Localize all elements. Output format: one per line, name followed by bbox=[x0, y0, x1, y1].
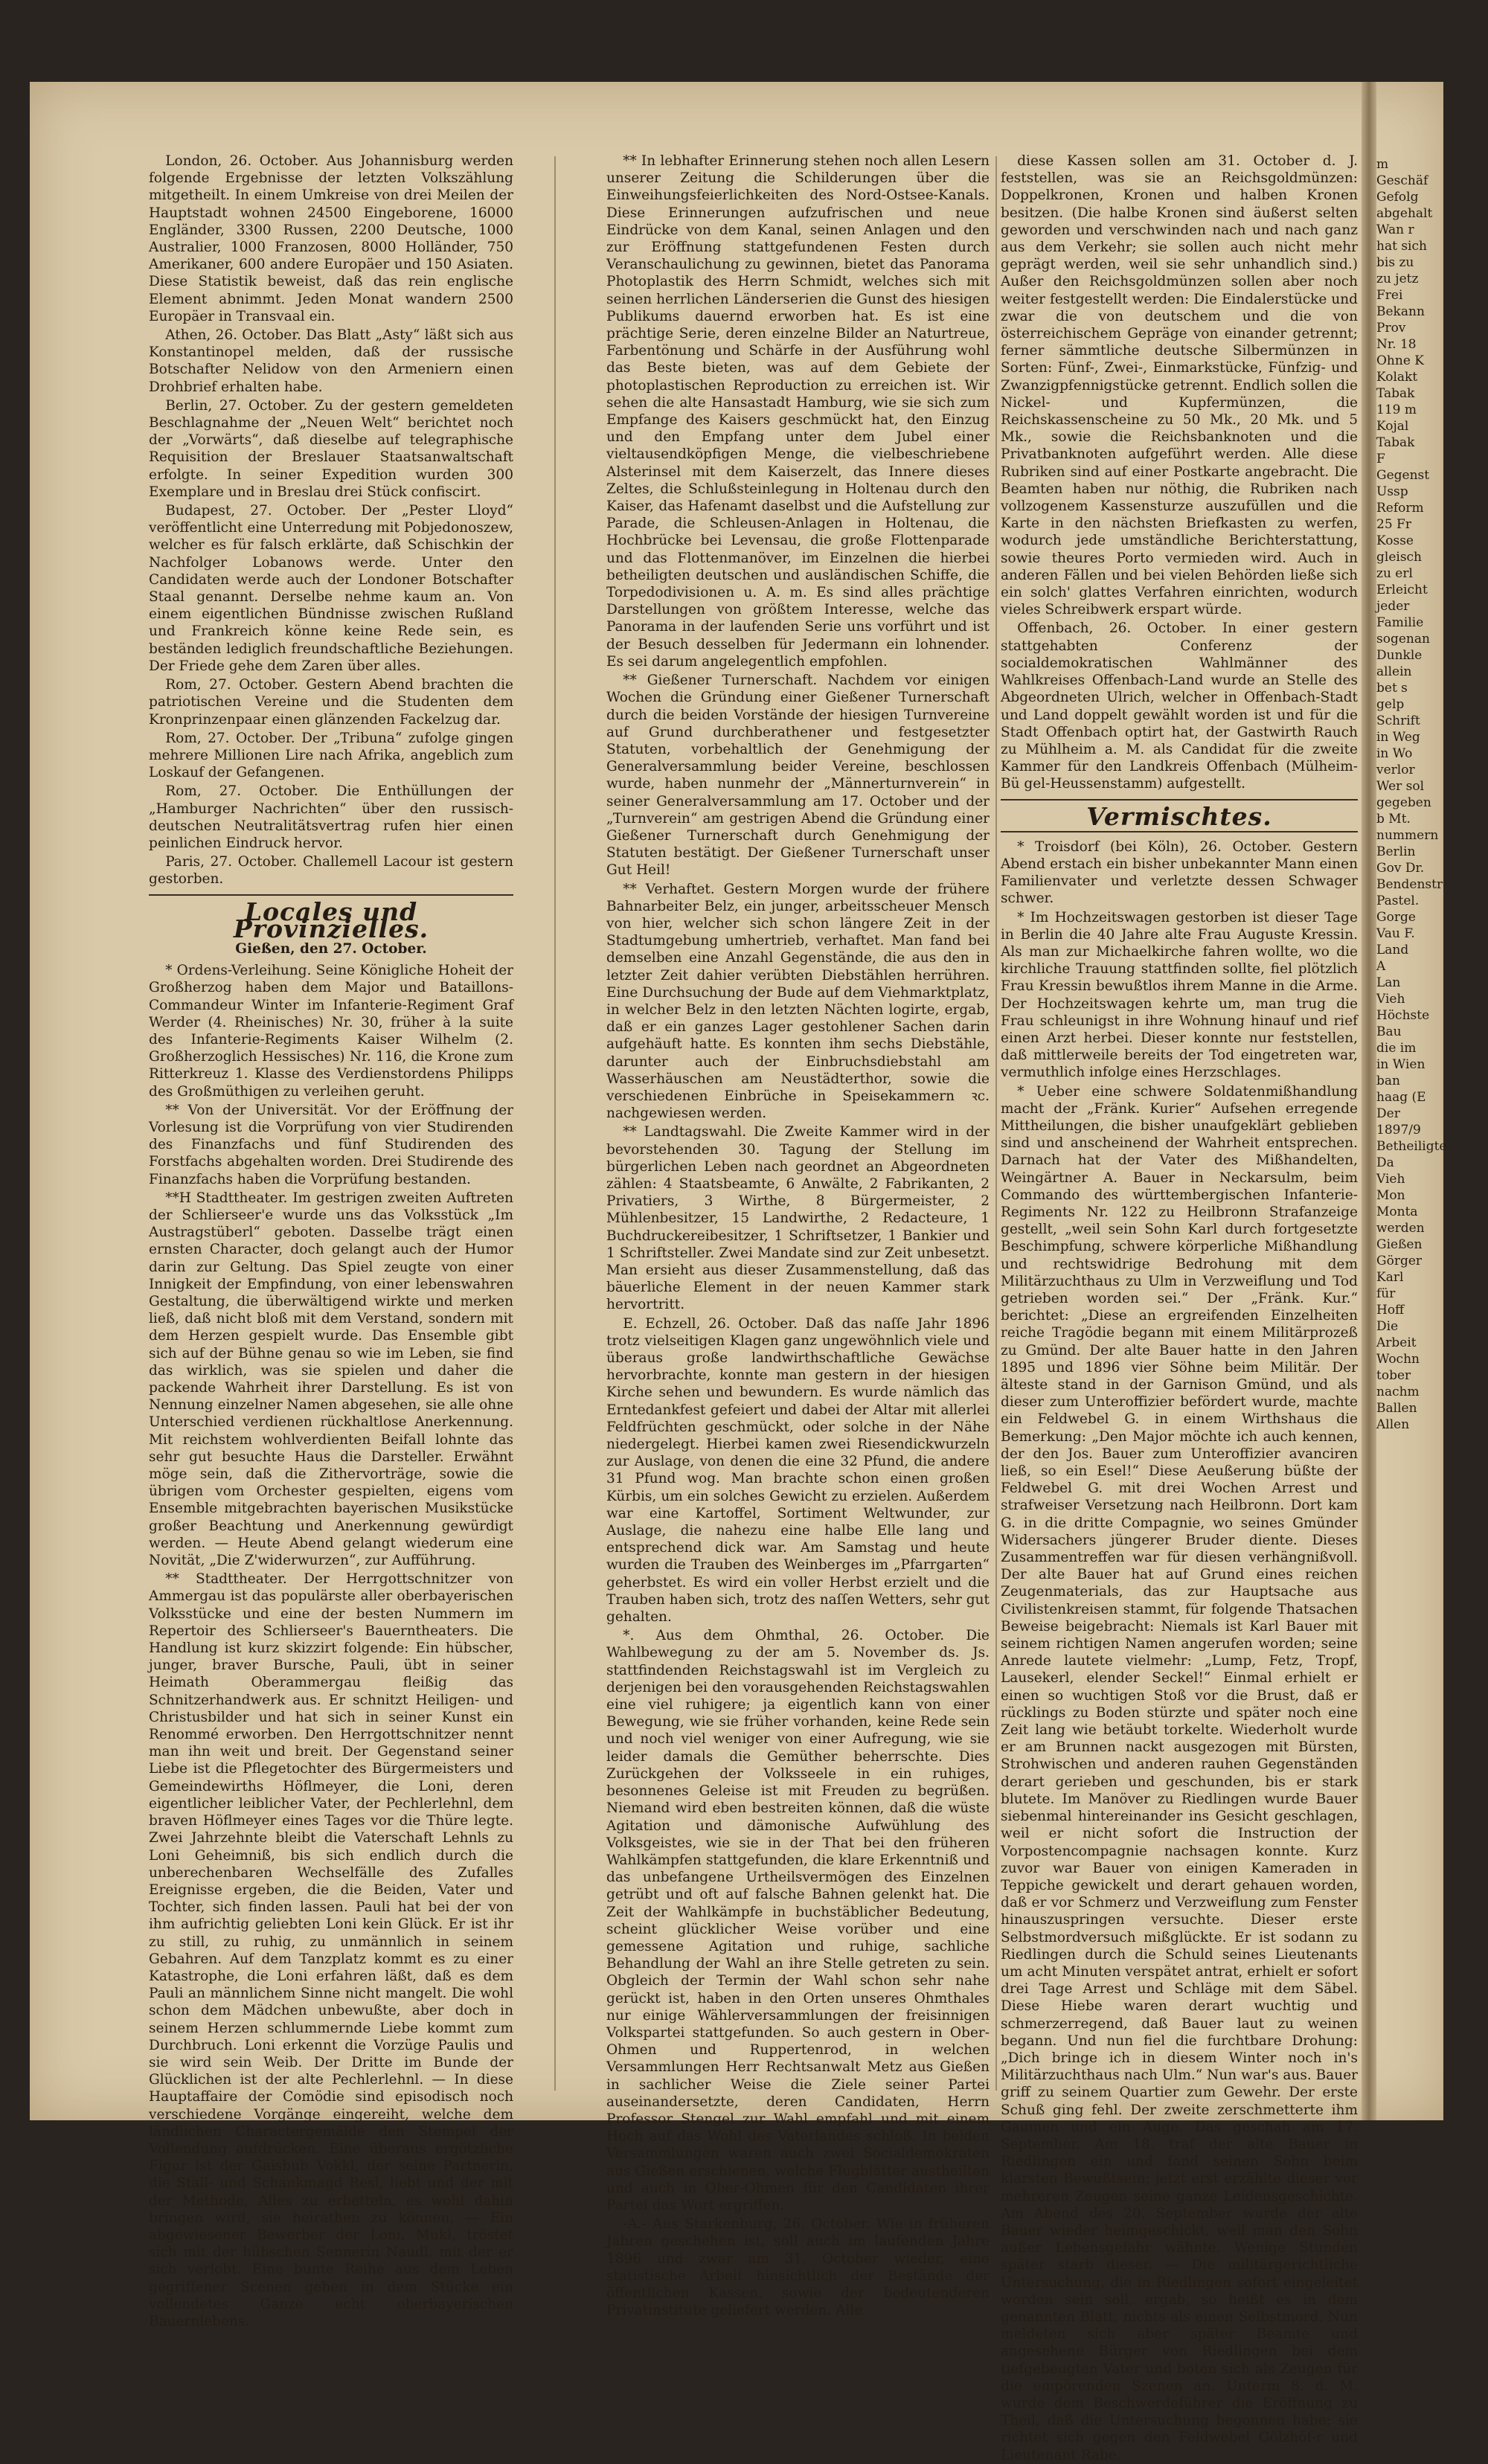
news-item: Rom, 27. October. Die Enthüllungen der „Hamburger Nachrichten“ über den russisch-deutschen Neutralitätsvertrag rufen hier einen peinlichen Eindruck hervor. bbox=[149, 783, 513, 851]
section-rule bbox=[1001, 831, 1358, 832]
fragment-line: jeder bbox=[1376, 599, 1410, 614]
news-item: Offenbach, 26. October. In einer gestern stattgehabten Conferenz der socialdemokratischen Wahlmänner des Wahlkreises Offenbach-Land wurde an Stelle des Abgeordneten Ulrich, welcher in Offenbach-Stadt und Land doppelt gewählt worden ist und für die Stadt Offenbach optirt hat, der Gastwirth Rauch zu Mühlheim a. M. als Candidat für die zweite Kammer für den Landkreis Offenbach (Mülheim-Bü gel-Heussenstamm) aufgestellt. bbox=[1001, 620, 1358, 792]
fragment-line: Kojal bbox=[1376, 419, 1409, 434]
fragment-line: Höchste bbox=[1376, 1008, 1430, 1023]
fragment-line: Vau F. bbox=[1376, 926, 1415, 941]
fragment-line: tober bbox=[1376, 1368, 1411, 1383]
fragment-line: Bekann bbox=[1376, 304, 1425, 319]
fragment-line: Ussp bbox=[1376, 484, 1408, 499]
fragment-line: gleisch bbox=[1376, 550, 1423, 565]
local-news-item: **H Stadttheater. Im gestrigen zweiten Auftreten der Schlierseer'e wurde uns das Volksstück „Im Austragstüberl“ geboten. Dasselbe trägt einen ernsten Character, doch gelangt auch der Humor darin zur Geltung. Das Spiel zeugte von einer Innigkeit der Empfindung, von einer lebenswahren Gestaltung, die überwältigend wirkte und merken ließ, daß nicht bloß mit dem Verstand, sondern mit dem Herzen gespielt wurde. Das Ensemble gibt sich auf der Bühne genau so wie im Leben, sie find das wirklich, was sie spielen und daher die packende Wahrheit ihrer Darstellung. Es ist von Nennung einzelner Namen abgesehen, sie alle ohne Unterschied verdienen rückhaltlose Anerkennung. Mit reichstem wohlverdienten Beifall lohnte das sehr gut besuchte Haus die Darsteller. Erwähnt möge sein, daß die Zithervorträge, sowie die übrigen vom Orchester gespielten, eigens vom Ensemble mitgebrachten bayerischen Musikstücke großer Beachtung und Anerkennung gewürdigt werden. — Heute Abend gelangt wiederum eine Novität, „Die Z'widerwurzen“, zur Aufführung. bbox=[149, 1190, 513, 1569]
fragment-line: für bbox=[1376, 1286, 1396, 1301]
fragment-line: Land bbox=[1376, 943, 1409, 957]
fragment-line: Frei bbox=[1376, 288, 1403, 303]
fragment-line: Karl bbox=[1376, 1270, 1404, 1285]
news-item: *. Aus dem Ohmthal, 26. October. Die Wahlbewegung zu der am 5. November ds. Js. stattfindenden Reichstagswahl ist im Vergleich zu derjenigen bei den vorausgehenden Reichstagswahlen eine viel ruhigere; ja eigentlich kann von einer Bewegung, wie sie früher vorhanden, keine Rede sein und noch viel weniger von einer Aufregung, wie sie leider damals die Gemüther beherrschte. Dies Zurückgehen der Volksseele in ein ruhiges, besonnenes Geleise ist mit Freuden zu begrüßen. Niemand wird eben bestreiten können, daß die wüste Agitation und dämonische Aufwühlung des Volksgeistes, wie sie in der That bei den früheren Wahlkämpfen stattgefunden, die klare Erkenntniß und das unbefangene Urtheilsvermögen des Einzelnen getrübt und oft auf falsche Bahnen gelenkt hat. Die Zeit der Wahlkämpfe in buchstäblicher Bedeutung, scheint glücklicher Weise vorüber und eine gemessene Agitation und ruhige, sachliche Behandlung der Wahl an ihre Stelle getreten zu sein. Obgleich der Termin der Wahl schon sehr nahe gerückt ist, haben in den Orten unseres Ohmthales nur einige Wählerversammlungen der freisinnigen Volkspartei stattgefunden. So auch gestern in Ober-Ohmen und Ruppertenrod, in welchen Versammlungen Herr Rechtsanwalt Metz aus Gießen in sachlicher Weise die Ziele seiner Partei auseinandersetzte, deren Candidaten, Herrn Professor Stengel zur Wahl empfahl und mit einem Hoch auf das Wohl des Vaterlandes schloß. In beiden Versammlungen waren auch zwei Socialdemokraten aus Gießen erschienen, welche Flugblätter austheilten und auch in Ober-Ohmen für den Candidaten ihrer Partei das Wort ergriffen. bbox=[606, 1628, 990, 2213]
fragment-line: allein bbox=[1376, 664, 1412, 679]
section-dateline: Gießen, den 27. October. bbox=[235, 940, 427, 957]
fragment-line: Monta bbox=[1376, 1204, 1418, 1219]
column-rule-2 bbox=[995, 156, 997, 2091]
fragment-line: m bbox=[1376, 157, 1389, 172]
section-rule bbox=[1001, 799, 1358, 801]
fragment-line: zu erl bbox=[1376, 566, 1413, 581]
fragment-line: Wan r bbox=[1376, 222, 1414, 237]
column-2 bbox=[606, 153, 990, 2319]
fragment-line: b Mt. bbox=[1376, 812, 1411, 827]
local-news-item: ** Von der Universität. Vor der Eröffnung der Vorlesung ist die Vorprüfung von vier Studirenden des Finanzfachs und fünf Studirenden des Forstfachs abgehalten worden. Drei Studirende des Finanzfachs haben die Vorprüfung bestanden. bbox=[149, 1102, 513, 1187]
fragment-line: Vieh bbox=[1376, 1172, 1405, 1187]
news-item: ** Gießener Turnerschaft. Nachdem vor einigen Wochen die Gründung einer Gießener Turnerschaft durch die beiden Vorstände der hiesigen Turnvereine auf Grund durchberathener und festgesetzter Statuten, vorbehaltlich der Genehmigung der Generalversammlung beider Vereine, beschlossen wurde, haben nunmehr der „Männerturnverein“ in seiner Generalversammlung am 17. October und der „Turnverein“ am gestrigen Abend die Gründung einer Gießener Turnerschaft durch Genehmigung der Statuten bestätigt. Der Gießener Turnerschaft unser Gut Heil! bbox=[606, 673, 990, 879]
fragment-line: Geschäf bbox=[1376, 173, 1428, 188]
fragment-line: Ohne K bbox=[1376, 353, 1424, 368]
news-item: London, 26. October. Aus Johannisburg werden folgende Ergebnisse der letzten Volkszählung mitgetheilt. In einem Umkreise von drei Meilen der Hauptstadt wohnen 24500 Eingeborene, 16000 Engländer, 3300 Russen, 2200 Deutsche, 1000 Australier, 1000 Franzosen, 8000 Holländer, 750 Amerikaner, 600 andere Europäer und 150 Asiaten. Diese Statistik beweist, daß das rein englische Element abnimmt. Jeden Monat wandern 2500 Europäer in Transvaal ein. bbox=[149, 153, 513, 324]
fragment-line: werden bbox=[1376, 1221, 1425, 1236]
fragment-line: Berlin bbox=[1376, 844, 1416, 859]
fragment-line: Nr. 18 bbox=[1376, 337, 1417, 352]
fragment-line: Gov Dr. bbox=[1376, 861, 1425, 876]
fragment-line: Tabak bbox=[1376, 386, 1415, 401]
fragment-line: Gefolg bbox=[1376, 190, 1419, 205]
fragment-line: verlor bbox=[1376, 763, 1415, 777]
fragment-line: Betheiligte bbox=[1376, 1139, 1447, 1154]
fragment-line: bis zu bbox=[1376, 255, 1414, 270]
fragment-line: bet s bbox=[1376, 681, 1408, 696]
fragment-line: abgehalt bbox=[1376, 206, 1433, 221]
fragment-line: Tabak bbox=[1376, 435, 1415, 450]
news-item: diese Kassen sollen am 31. October d. J. feststellen, was sie an Reichsgoldmünzen: Doppelkronen, Kronen und halben Kronen besitzen. (Die halbe Kronen sind äußerst selten geworden und verschwinden nach und nach ganz aus dem Verkehr; sie sollen auch nicht mehr geprägt werden, weil sie sehr unhandlich sind.) Außer den Reichsgoldmünzen sollen aber noch weiter festgestellt werden: Die Eindalerstücke und zwar die von deutschem und die von österreichischem Gepräge von einander getrennt; ferner sämmtliche deutsche Silbermünzen in Sorten: Fünf-, Zwei-, Einmarkstücke, Fünfzig- und Zwanzigpfennigstücke getrennt. Endlich sollen die Nickel- und Kupfermünzen, die Reichskassenscheine zu 50 Mk., 20 Mk. und 5 Mk., sowie die Reichsbanknoten und die Privatbanknoten aufgeführt werden. Alle diese Rubriken sind auf einer Postkarte angebracht. Die Beamten haben nur nöthig, die Rubriken nach vollzogenem Kassensturze auszufüllen und die Karte in den nächsten Briefkasten zu werfen, wodurch jede umständliche Berichterstattung, sowie theures Porto vermieden wird. Auch in anderen Fällen und bei vielen Behörden ließe sich ein solch' glattes Verfahren einrichten, wodurch vieles Schreibwerk erspart würde. bbox=[1001, 153, 1358, 618]
local-news-item: * Ordens-Verleihung. Seine Königliche Hoheit der Großherzog haben dem Major und Bataillons-Commandeur Winter im Infanterie-Regiment Graf Werder (4. Rheinisches) Nr. 30, früher à la suite des Infanterie-Regiments Kaiser Wilhelm (2. Großherzoglich Hessisches) Nr. 116, die Krone zum Ritterkreuz 1. Klasse des Verdienstordens Philipps des Großmüthigen zu verleihen geruht. bbox=[149, 963, 513, 1100]
fragment-line: 25 Fr bbox=[1376, 517, 1411, 532]
section-heading: Vermischtes. bbox=[1086, 801, 1272, 831]
fragment-line: in Wo bbox=[1376, 746, 1413, 761]
neighbor-page-fragment bbox=[1376, 156, 1447, 2105]
fragment-line: Görger bbox=[1376, 1254, 1423, 1268]
fragment-line: Dunkle bbox=[1376, 648, 1423, 663]
news-item: E. Echzell, 26. October. Daß das naſſe Jahr 1896 trotz vielseitigen Klagen ganz ungewöhnlich viele und überaus große landwirthschaftliche Gewächse hervorbrachte, konnte man gestern in der hiesigen Kirche sehen und bewundern. Es wurde nämlich das Erntedankfest gefeiert und dabei der Altar mit allerlei Feldfrüchten geschmückt, oder solche in der Nähe niedergelegt. Hierbei kamen zwei Riesendickwurzeln zur Auslage, von denen die eine 32 Pfund, die andere 31 Pfund wog. Man brachte schon einen großen Kürbis, um ein solches Gewicht zu erzielen. Außerdem war eine Kartoffel, Sortiment Weltwunder, zur Auslage, die nahezu eine halbe Elle lang und entsprechend dick war. Am Samstag und heute wurden die Trauben des Weinberges im „Pfarrgarten“ geherbstet. Es wird ein voller Herbst erzielt und die Trauben haben sich, trotz des naſſen Wetters, sehr gut gehalten. bbox=[606, 1315, 990, 1626]
fragment-line: Da bbox=[1376, 1155, 1394, 1170]
fragment-line: Arbeit bbox=[1376, 1335, 1417, 1350]
fragment-line: Mon bbox=[1376, 1188, 1405, 1203]
fragment-line: Vieh bbox=[1376, 992, 1405, 1007]
fragment-line: zu jetz bbox=[1376, 272, 1419, 286]
fragment-line: F bbox=[1376, 452, 1385, 466]
fragment-line: Reform bbox=[1376, 501, 1424, 516]
news-item: -A.- Aus Starkenburg, 26. October. Wie in früheren Jahren geschehen ist, soll auch im laufenden Jahre 1896 und zwar am 31. October wieder, eine statistische Arbeit hinsichtlich der Bestände der öffentlichen Kassen, sowie der bedeutenderen Privatinstitute geliefert werden. Alle bbox=[606, 2216, 990, 2319]
news-item: Berlin, 27. October. Zu der gestern gemeldeten Beschlagnahme der „Neuen Welt“ berichtet noch der „Vorwärts“, daß dieselbe auf telegraphische Requisition der Breslauer Staatsanwaltschaft erfolgte. In seiner Expedition wurden 300 Exemplare und in Breslau drei Stück confiscirt. bbox=[149, 397, 513, 500]
fragment-line: Allen bbox=[1376, 1417, 1410, 1432]
fragment-line: nachm bbox=[1376, 1385, 1420, 1399]
newspaper-page bbox=[30, 82, 1447, 2463]
news-item: Paris, 27. October. Challemell Lacour ist gestern gestorben. bbox=[149, 854, 513, 888]
fragment-line: Kosse bbox=[1376, 533, 1414, 548]
fragment-line: Kolakt bbox=[1376, 370, 1418, 385]
section-rule bbox=[149, 894, 513, 896]
fragment-line: in Weg bbox=[1376, 730, 1420, 745]
fragment-line: Familie bbox=[1376, 615, 1424, 630]
fragment-line: Der bbox=[1376, 1106, 1400, 1121]
miscellany-item: * Ueber eine schwere Soldatenmißhandlung macht der „Fränk. Kurier“ Aufsehen erregende Mittheilungen, die bisher unaufgeklärt geblieben sind und anscheinend der Wahrheit entsprechen. Darnach hat der Vater des Mißhandelten, Weingärtner A. Bauer in Neckarsulm, beim Commando des württembergischen Infanterie-Regiments Nr. 122 zu Heilbronn Strafanzeige gestellt, „weil sein Sohn Karl durch fortgesetzte Beschimpfung, schwere körperliche Mißhandlung und rechtswidrige Bedrohung mit dem Militärzuchthaus zu Ulm in Verzweiflung und Tod getrieben worden sei.“ Der „Fränk. Kur.“ berichtet: „Diese an ergreifenden Einzelheiten reiche Tragödie begann mit einem Militärprozeß zu Gmünd. Der alte Bauer hatte in den Jahren 1895 und 1896 vier Söhne beim Militär. Der älteste stand in der Garnison Gmünd, und als dieser zum Unteroffizier befördert wurde, machte ein Feldwebel G. in einem Wirthshaus die Bemerkung: „Den Major möchte ich auch kennen, der den Jos. Bauer zum Unteroffizier avanciren ließ, so ein Esel!“ Diese Aeußerung büßte der Feldwebel G. mit drei Wochen Arrest und strafweiser Versetzung nach Heilbronn. Dort kam G. in die dritte Compagnie, wo seines Gmünder Widersachers jüngerer Bruder diente. Dieses Zusammentreffen war für diesen verhängnißvoll. Der alte Bauer hat auf Grund eines reichen Zeugenmaterials, das zur Hauptsache aus Civilistenkreisen stammt, für folgende Thatsachen Beweise beigebracht: Niemals ist Karl Bauer mit seinem richtigen Namen angerufen worden; seine Anrede lautete vielmehr: „Lump, Fetz, Tropf, Lausekerl, elender Seckel!“ Einmal erhielt er einen so wuchtigen Stoß vor die Brust, daß er rücklings zu Boden stürzte und später noch eine Zeit lang wie betäubt torkelte. Wiederholt wurde er am Brunnen nackt ausgezogen mit Bürsten, Strohwischen und anderen rauhen Gegenständen derart gerieben und geschunden, bis er stark blutete. Im Manöver zu Riedlingen wurde Bauer siebenmal hintereinander ins Gesicht geschlagen, weil er nicht sofort die Instruction der Vorpostencompagnie nachsagen konnte. Kurz zuvor war Bauer von einigen Kameraden in Teppiche gewickelt und derart gehauen worden, daß er vor Schmerz und Verzweiflung zum Fenster hinauszuspringen versuchte. Dieser erste Selbstmordversuch mißglückte. Er ist sodann zu Riedlingen durch die Schuld seines Lieutenants um acht Minuten verspätet antrat, erhielt er sofort drei Tage Arrest und Schläge mit dem Säbel. Diese Hiebe waren derart wuchtig und schmerzerregend, daß Bauer laut zu weinen begann. Und nun fiel die furchtbare Drohung: „Dich bringe ich in diesem Winter noch in's Militärzuchthaus nach Ulm.“ Nun war's aus. Bauer griff zu seinem Quartier zum Gewehr. Der erste Schuß ging fehl. Der zweite zerschmetterte ihm Gaumen und ein Auge. Das geschah am 17. September. Am 18. traf der alte Bauer in Riedlingen ein und fand seinen Sohn beim klarsten Bewußtsein; jetzt erst erzählte dieser vor mehreren Zeugen seine ganze Leidensgeschichte. Am Abend des 20. September wurde der alte Bauer wieder heimgeschickt, weil man den Sohn außer Lebensgefahr wähnte. Wenige Stunden später starb dieser. — Die militärgerichtliche Untersuchung, die in Riedlingen sofort eingeleitet worden sein soll, ergab, so heißt es in dem genannten Blatt, nichts als einen Selbstmord. Nun meldeten sich aber später Beamte und angesehene Bürger von Riedlingen bei dem tiefgebeugten Vater und boten sich als Zeugen für die empörenden Szenen an. Unterm 8. d. M. wurde dem Beschwerdeführer die Eröffnung zu Theil, daß die Untersuchung begonnen habe; sie richtet sich gegen den Feldwebel Gölzhöf-r und Lieutenant Rabe. bbox=[1001, 1083, 1358, 2463]
column-rule-1 bbox=[554, 156, 556, 2091]
news-item: Budapest, 27. October. Der „Pester Lloyd“ veröffentlicht eine Unterredung mit Pobjedonoszew, welcher es für falsch erklärte, daß Schischkin der Nachfolger Lobanows werde. Unter den Candidaten werde auch der Londoner Botschafter Staal genannt. Derselbe nehme kaum an. Von einem eigentlichen Bündnisse zwischen Rußland und Frankreich könne keine Rede sein, es beständen lediglich freundschaftliche Beziehungen. Der Friede gehe dem Zaren über alles. bbox=[149, 503, 513, 674]
fragment-line: hat sich bbox=[1376, 239, 1427, 254]
fragment-line: Schrift bbox=[1376, 713, 1420, 728]
news-item: Rom, 27. October. Gestern Abend brachten die patriotischen Vereine und die Studenten dem Kronprinzenpaar einen glänzenden Fackelzug dar. bbox=[149, 677, 513, 728]
fragment-line: gegeben bbox=[1376, 795, 1431, 810]
section-heading: Locales und Provinzielles. bbox=[233, 896, 429, 943]
fragment-line: 119 m bbox=[1376, 402, 1417, 417]
fragment-line: haag (E bbox=[1376, 1090, 1426, 1105]
fragment-line: sogenan bbox=[1376, 632, 1430, 647]
fragment-line: nummern bbox=[1376, 828, 1439, 843]
fragment-line: Die bbox=[1376, 1319, 1399, 1334]
fragment-line: Ballen bbox=[1376, 1401, 1417, 1416]
fragment-line: in Wien bbox=[1376, 1057, 1426, 1072]
fragment-line: Gorge bbox=[1376, 910, 1416, 925]
fragment-line: Wer sol bbox=[1376, 779, 1425, 794]
fragment-line: Wochn bbox=[1376, 1352, 1420, 1367]
news-item: Rom, 27. October. Der „Tribuna“ zufolge gingen mehrere Millionen Lire nach Afrika, angeblich zum Loskauf der Gefangenen. bbox=[149, 730, 513, 781]
fragment-line: 1897/9 bbox=[1376, 1123, 1421, 1138]
column-3 bbox=[1001, 153, 1358, 2463]
fragment-line: Prov bbox=[1376, 321, 1406, 336]
fragment-line: Bau bbox=[1376, 1024, 1402, 1039]
news-item: ** Verhaftet. Gestern Morgen wurde der frühere Bahnarbeiter Belz, ein junger, arbeitsscheuer Mensch von hier, welcher sich schon längere Zeit in der Stadtumgebung umhertrieb, verhaftet. Man fand bei demselben eine Anzahl Gegenstände, die aus den in letzter Zeit dahier verübten Diebstählen herrühren. Eine Durchsuchung der Bude auf dem Viehmarktplatz, in welcher Belz in den letzten Nächten logirte, ergab, daß er ein ganzes Lager gestohlener Sachen darin aufgehäuft hatte. Es konnten ihm sechs Diebstähle, darunter auch der Einbruchsdiebstahl am Wasserhäuschen am Neustädterthor, sowie die verschiedenen Einbrüche in Speisekammern ꝛc. nachgewiesen werden. bbox=[606, 881, 990, 1122]
fragment-line: Erleicht bbox=[1376, 583, 1428, 597]
fragment-line: Gießen bbox=[1376, 1237, 1423, 1252]
page-binding-gutter bbox=[1362, 82, 1376, 2120]
fragment-line: Pastel. bbox=[1376, 893, 1420, 908]
fragment-line: Gegenst bbox=[1376, 468, 1430, 483]
fragment-line: die im bbox=[1376, 1041, 1417, 1056]
fragment-line: Hoff bbox=[1376, 1303, 1405, 1318]
fragment-line: gelp bbox=[1376, 697, 1405, 712]
fragment-line: Lan bbox=[1376, 975, 1401, 990]
fragment-line: Bendenstr bbox=[1376, 877, 1443, 892]
miscellany-item: * Troisdorf (bei Köln), 26. October. Gestern Abend erstach ein bisher unbekannter Mann einen Familienvater und verletzte dessen Schwager schwer. bbox=[1001, 838, 1358, 907]
news-item: ** Landtagswahl. Die Zweite Kammer wird in der bevorstehenden 30. Tagung der Stellung im bürgerlichen Leben nach geordnet an Abgeordneten zählen: 4 Staatsbeamte, 6 Anwälte, 2 Fabrikanten, 2 Privatiers, 3 Wirthe, 8 Bürgermeister, 2 Mühlenbesitzer, 15 Landwirthe, 2 Redacteure, 1 Buchdruckereibesitzer, 1 Schriftsetzer, 1 Bankier und 1 Schriftsteller. Zwei Mandate sind zur Zeit unbesetzt. Man ersieht aus dieser Zusammenstellung, daß das bäuerliche Element in der neuen Kammer stark hervortritt. bbox=[606, 1124, 990, 1313]
news-item: Athen, 26. October. Das Blatt „Asty“ läßt sich aus Konstantinopel melden, daß der russische Botschafter Nelidow von den Armeniern einen Drohbrief erhalten habe. bbox=[149, 327, 513, 395]
fragment-line: A bbox=[1376, 959, 1386, 974]
news-item: ** In lebhafter Erinnerung stehen noch allen Lesern unserer Zeitung die Schilderungen über die Einweihungsfeierlichkeiten des Nord-Ostsee-Kanals. Diese Erinnerungen aufzufrischen und neue Eindrücke von dem Kanal, seinen Anlagen und den zur Eröffnung stattgefundenen Festen durch Veranschaulichung zu gewinnen, bietet das Panorama Photoplastik des Herrn Schmidt, welches sich mit seinen herrlichen Länderserien die Gunst des hiesigen Publikums dauernd erworben hat. Es ist eine prächtige Serie, deren einzelne Bilder an Naturtreue, Farbentönung und Schärfe in der Ausführung wohl das Beste bieten, was auf dem Gebiete der photoplastischen Reproduction zu erreichen ist. Wir sehen die alte Hansastadt Hamburg, wie sie sich zum Empfange des Kaisers geschmückt hat, den Einzug und den Empfang unter dem Jubel einer vieltausendköpfigen Menge, die vielbeschriebene Alsterinsel mit dem Kaiserzelt, das Innere dieses Zeltes, die Schlußsteinlegung in Holtenau durch den Kaiser, das Hafenamt daselbst und die Aufstellung zur Parade, die Schleusen-Anlagen in Holtenau, die Hochbrücke bei Levensau, die große Flottenparade und das Flottenmanöver, im Einzelnen die hierbei betheiligten deutschen und ausländischen Schiffe, die Torpedodivisionen u. A. m. Es sind alles prächtige Darstellungen von größtem Interesse, welche das Panorama in der laufenden Serie uns vorführt und ist der Besuch desselben für Jedermann ein lohnender. Es sei darum angelegentlich empfohlen. bbox=[606, 153, 990, 670]
fragment-line: ban bbox=[1376, 1074, 1400, 1088]
column-1 bbox=[149, 153, 513, 2329]
local-news-item: ** Stadttheater. Der Herrgottschnitzer von Ammergau ist das populärste aller oberbayerischen Volksstücke und eine der besten Nummern im Repertoir des Schlierseer's Bauerntheaters. Die Handlung ist kurz skizzirt folgende: Ein hübscher, junger, braver Bursche, Pauli, übt in seiner Heimath Oberammergau fleißig das Schnitzerhandwerk aus. Er schnitzt Heiligen- und Christusbilder und hat sich in seiner Kunst ein Renommé erworben. Den Herrgottschnitzer nennt man ihn weit und breit. Der Gegenstand seiner Liebe ist die Pflegetochter des Bürgermeisters und Gemeindewirths Höflmeyer, die Loni, deren eigentlicher leiblicher Vater, der Pechlerlehnl, dem braven Höflmeyer eines Tages vor die Thüre legte. Zwei Jahrzehnte bleibt die Vaterschaft Lehnls zu Loni Geheimniß, bis sich endlich durch die unberechenbaren Wechselfälle des Zufalles Ereignisse ergeben, die die Beiden, Vater und Tochter, sich finden lassen. Pauli hat bei der von ihm aufrichtig geliebten Loni kein Glück. Er ist ihr zu still, zu ruhig, zu unmännlich in seinem Gebahren. Auf dem Tanzplatz kommt es zu einer Katastrophe, die Loni erfahren läßt, daß es dem Pauli an männlichem Sinne nicht mangelt. Die wohl schon dem Mädchen unbewußte, aber doch in seinem Herzen schlummernde Liebe kommt zum Durchbruch. Loni erkennt die Vorzüge Paulis und sie wird sein Weib. Der Dritte im Bunde der Glücklichen ist der alte Pechlerlehnl. — In diese Hauptaffaire der Comödie sind episodisch noch verschiedene Vorgänge eingereiht, welche dem ländlichen Charactergemälde den Stempel der Vollendung aufdrücken. Eine überaus ergötzliche Figur ist der Gaisbub Vokkl, der seine Partnerin, die Stall- und Schankmagd Resl, liebt und der mit der Methode, Alles zu erbetteln, es wohl dahin bringen wird, sie heirathen zu können. — Ein abgewiesener Bewerber der Loni, Mukl, tröstet sich mit der hübschen Sennerin Naudl, mit der er sich verlobt. Eine bunte Reihe aus dem Leben gegriffener Scenen geben in dem Stücke ein vollendetes Ganze echt oberbayerischen Bauernlebens. bbox=[149, 1571, 513, 2329]
miscellany-item: * Im Hochzeitswagen gestorben ist dieser Tage in Berlin die 40 Jahre alte Frau Auguste Kressin. Als man zur Michaelkirche fahren wollte, wo die kirchliche Trauung stattfinden sollte, fiel plötzlich Frau Kressin bewußtlos ihrem Manne in die Arme. Der Hochzeitswagen kehrte um, man trug die Frau schleunigst in ihre Wohnung hinauf und rief einen Arzt herbei. Dieser konnte nur feststellen, daß mittlerweile bereits der Tod eingetreten war, vermuthlich infolge eines Herzschlages. bbox=[1001, 909, 1358, 1081]
